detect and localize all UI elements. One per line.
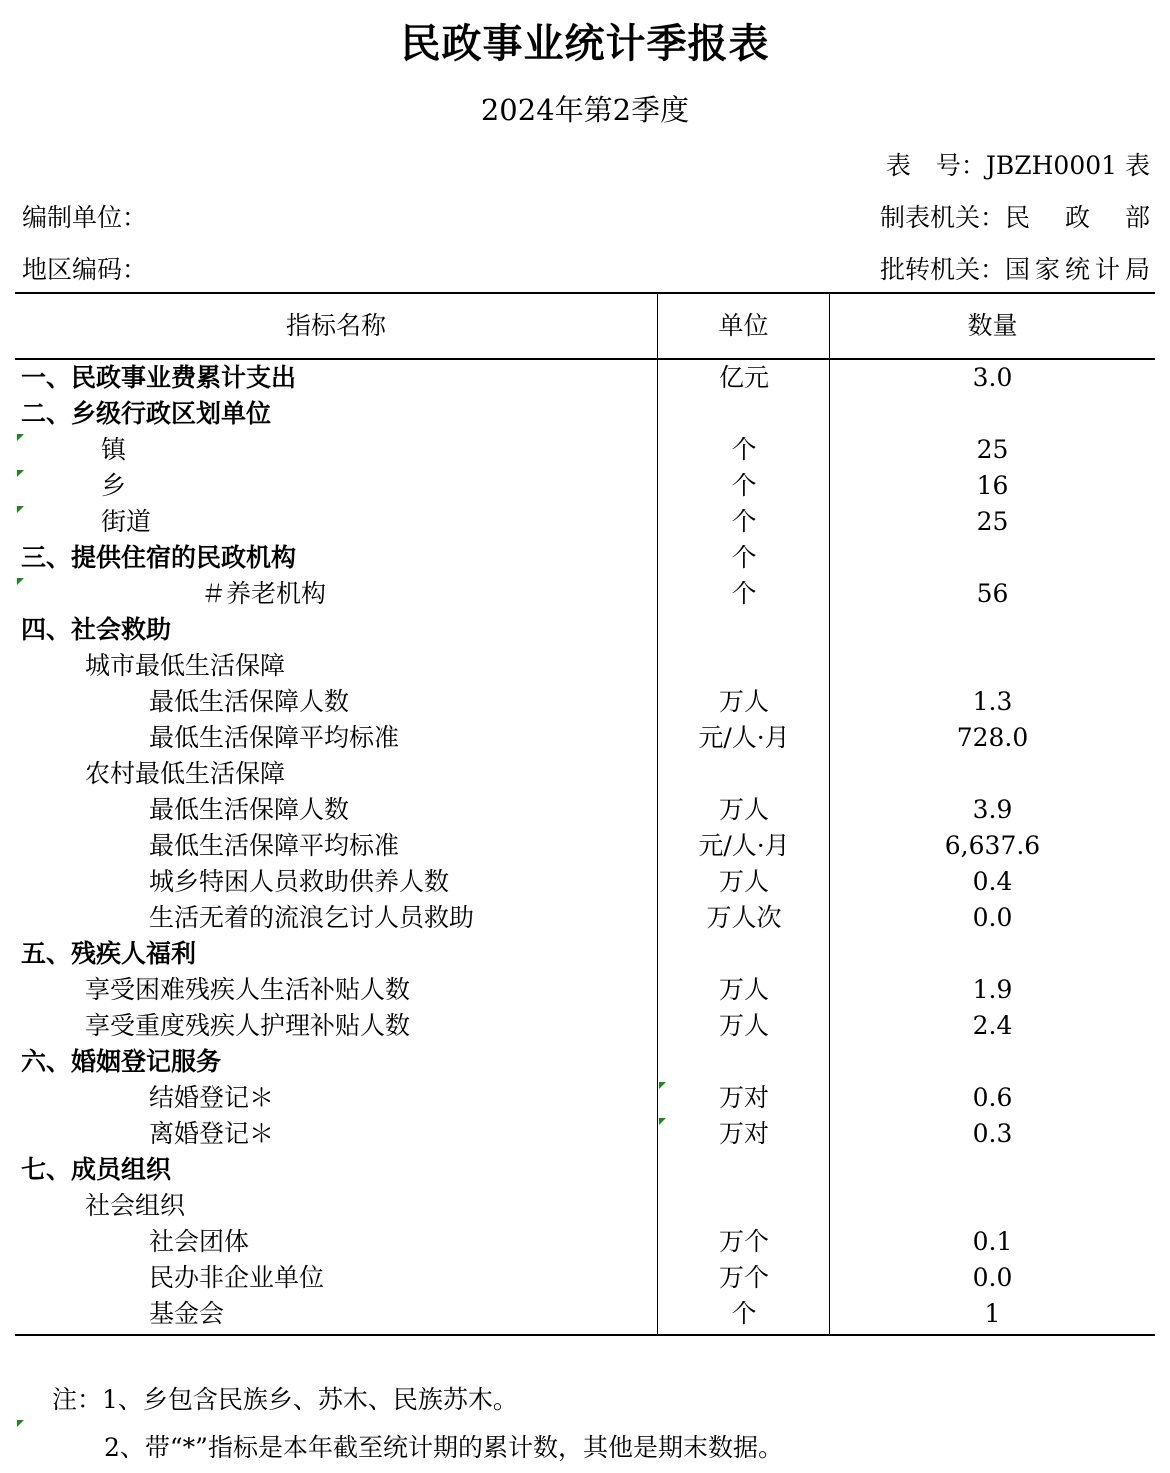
row-value: 1.3 <box>972 687 1013 716</box>
row-name: 最低生活保障平均标准 <box>149 831 400 860</box>
area-code-label: 地区编码： <box>22 255 148 284</box>
row-name: 社会团体 <box>149 1227 250 1256</box>
row-value: 56 <box>976 579 1009 608</box>
table-row <box>15 1008 1155 1044</box>
table-row <box>15 792 1155 828</box>
row-value: 25 <box>976 507 1009 536</box>
table-row <box>15 828 1155 864</box>
row-name: ＃养老机构 <box>201 579 327 608</box>
form-number-value: JBZH0001 表 <box>985 151 1150 180</box>
row-name: 七、成员组织 <box>21 1155 172 1184</box>
row-unit: 元/人·月 <box>698 723 790 752</box>
row-unit: 万人 <box>718 687 769 716</box>
row-name: 城乡特困人员救助供养人数 <box>149 867 450 896</box>
row-name: 生活无着的流浪乞讨人员救助 <box>149 903 475 932</box>
report-period: 2024年第2季度 <box>480 93 690 127</box>
row-value: 3.0 <box>972 363 1013 392</box>
table-row <box>15 684 1155 720</box>
row-value: 1 <box>984 1299 1001 1328</box>
table-row <box>15 936 1155 972</box>
row-unit: 万对 <box>718 1083 769 1112</box>
comment-marker-icon <box>17 578 24 585</box>
note-1: 注：1、乡包含民族乡、苏木、民族苏木。 <box>52 1385 518 1414</box>
approver-agency <box>879 250 1155 286</box>
maker-agency <box>879 198 1155 234</box>
row-unit: 万人 <box>718 975 769 1004</box>
table-row <box>15 540 1155 576</box>
row-name: 五、残疾人福利 <box>21 939 197 968</box>
row-value: 16 <box>976 471 1009 500</box>
row-unit: 万人 <box>718 795 769 824</box>
table-row <box>15 1116 1155 1152</box>
row-unit: 万个 <box>718 1227 769 1256</box>
row-name: 社会组织 <box>85 1191 186 1220</box>
maker-label: 制表机关： <box>879 203 1005 232</box>
row-unit: 万人 <box>718 867 769 896</box>
row-name: 农村最低生活保障 <box>85 759 286 788</box>
row-name: 城市最低生活保障 <box>85 651 286 680</box>
row-unit: 个 <box>731 507 757 536</box>
row-unit: 个 <box>731 579 757 608</box>
row-unit: 元/人·月 <box>698 831 790 860</box>
row-name: 享受困难残疾人生活补贴人数 <box>85 975 411 1004</box>
row-name: 享受重度残疾人护理补贴人数 <box>85 1011 411 1040</box>
row-value: 25 <box>976 435 1009 464</box>
table-row <box>15 1044 1155 1080</box>
comment-marker-icon <box>659 1118 666 1125</box>
row-unit: 个 <box>731 543 757 572</box>
row-name: 结婚登记＊ <box>149 1083 275 1112</box>
row-name: 最低生活保障人数 <box>149 687 350 716</box>
row-name: 街道 <box>101 507 152 536</box>
row-value: 3.9 <box>972 795 1013 824</box>
row-name: 六、婚姻登记服务 <box>21 1047 222 1076</box>
table-row <box>15 576 1155 612</box>
table-row <box>15 972 1155 1008</box>
table-row <box>15 360 1155 396</box>
note-2: 2、带“*”指标是本年截至统计期的累计数，其他是期末数据。 <box>104 1433 783 1462</box>
row-unit: 个 <box>731 435 757 464</box>
row-value: 6,637.6 <box>944 831 1041 860</box>
header-unit: 单位 <box>718 311 769 340</box>
row-value: 0.0 <box>972 1263 1013 1292</box>
comment-marker-icon <box>17 470 24 477</box>
row-name: 三、提供住宿的民政机构 <box>21 543 297 572</box>
row-unit: 亿元 <box>718 363 769 392</box>
table-row <box>15 756 1155 792</box>
approver-label: 批转机关： <box>879 255 1005 284</box>
form-number-label: 表 号： <box>885 151 986 180</box>
table-row <box>15 720 1155 756</box>
row-name: 乡 <box>101 471 127 500</box>
table-row <box>15 1296 1155 1332</box>
table-row <box>15 1260 1155 1296</box>
row-name: 民办非企业单位 <box>149 1263 325 1292</box>
row-name: 镇 <box>101 435 127 464</box>
table-body <box>15 360 1155 1332</box>
row-value: 2.4 <box>972 1011 1013 1040</box>
approver-value: 国家统计局 <box>1004 255 1155 284</box>
table-row <box>15 396 1155 432</box>
row-value: 728.0 <box>956 723 1029 752</box>
row-value: 0.3 <box>972 1119 1013 1148</box>
maker-value: 民 政 部 <box>1004 203 1155 232</box>
row-name: 最低生活保障人数 <box>149 795 350 824</box>
row-value: 0.1 <box>972 1227 1013 1256</box>
table-row <box>15 648 1155 684</box>
statistics-table <box>15 292 1155 1336</box>
row-name: 二、乡级行政区划单位 <box>21 399 272 428</box>
table-row <box>15 468 1155 504</box>
table-row <box>15 900 1155 936</box>
form-number <box>886 146 1150 182</box>
header-value: 数量 <box>967 311 1018 340</box>
row-name: 最低生活保障平均标准 <box>149 723 400 752</box>
row-value: 1.9 <box>972 975 1013 1004</box>
table-row <box>15 864 1155 900</box>
comment-marker-icon <box>17 1420 24 1427</box>
comment-marker-icon <box>659 1082 666 1089</box>
table-row <box>15 612 1155 648</box>
compiler-label: 编制单位： <box>22 203 148 232</box>
row-unit: 万个 <box>718 1263 769 1292</box>
table-row <box>15 504 1155 540</box>
row-name: 基金会 <box>149 1299 225 1328</box>
comment-marker-icon <box>17 434 24 441</box>
row-unit: 万人 <box>718 1011 769 1040</box>
table-row <box>15 1152 1155 1188</box>
row-unit: 个 <box>731 1299 757 1328</box>
report-title: 民政事业统计季报表 <box>400 20 770 67</box>
row-unit: 个 <box>731 471 757 500</box>
table-row <box>15 432 1155 468</box>
row-value: 0.0 <box>972 903 1013 932</box>
row-value: 0.6 <box>972 1083 1013 1112</box>
row-name: 一、民政事业费累计支出 <box>21 363 297 392</box>
table-row <box>15 1188 1155 1224</box>
row-name: 四、社会救助 <box>21 615 172 644</box>
comment-marker-icon <box>17 506 24 513</box>
row-value: 0.4 <box>972 867 1013 896</box>
row-name: 离婚登记＊ <box>149 1119 275 1148</box>
row-unit: 万对 <box>718 1119 769 1148</box>
table-row <box>15 1224 1155 1260</box>
table-row <box>15 1080 1155 1116</box>
header-name: 指标名称 <box>285 311 386 340</box>
row-unit: 万人次 <box>706 903 782 932</box>
